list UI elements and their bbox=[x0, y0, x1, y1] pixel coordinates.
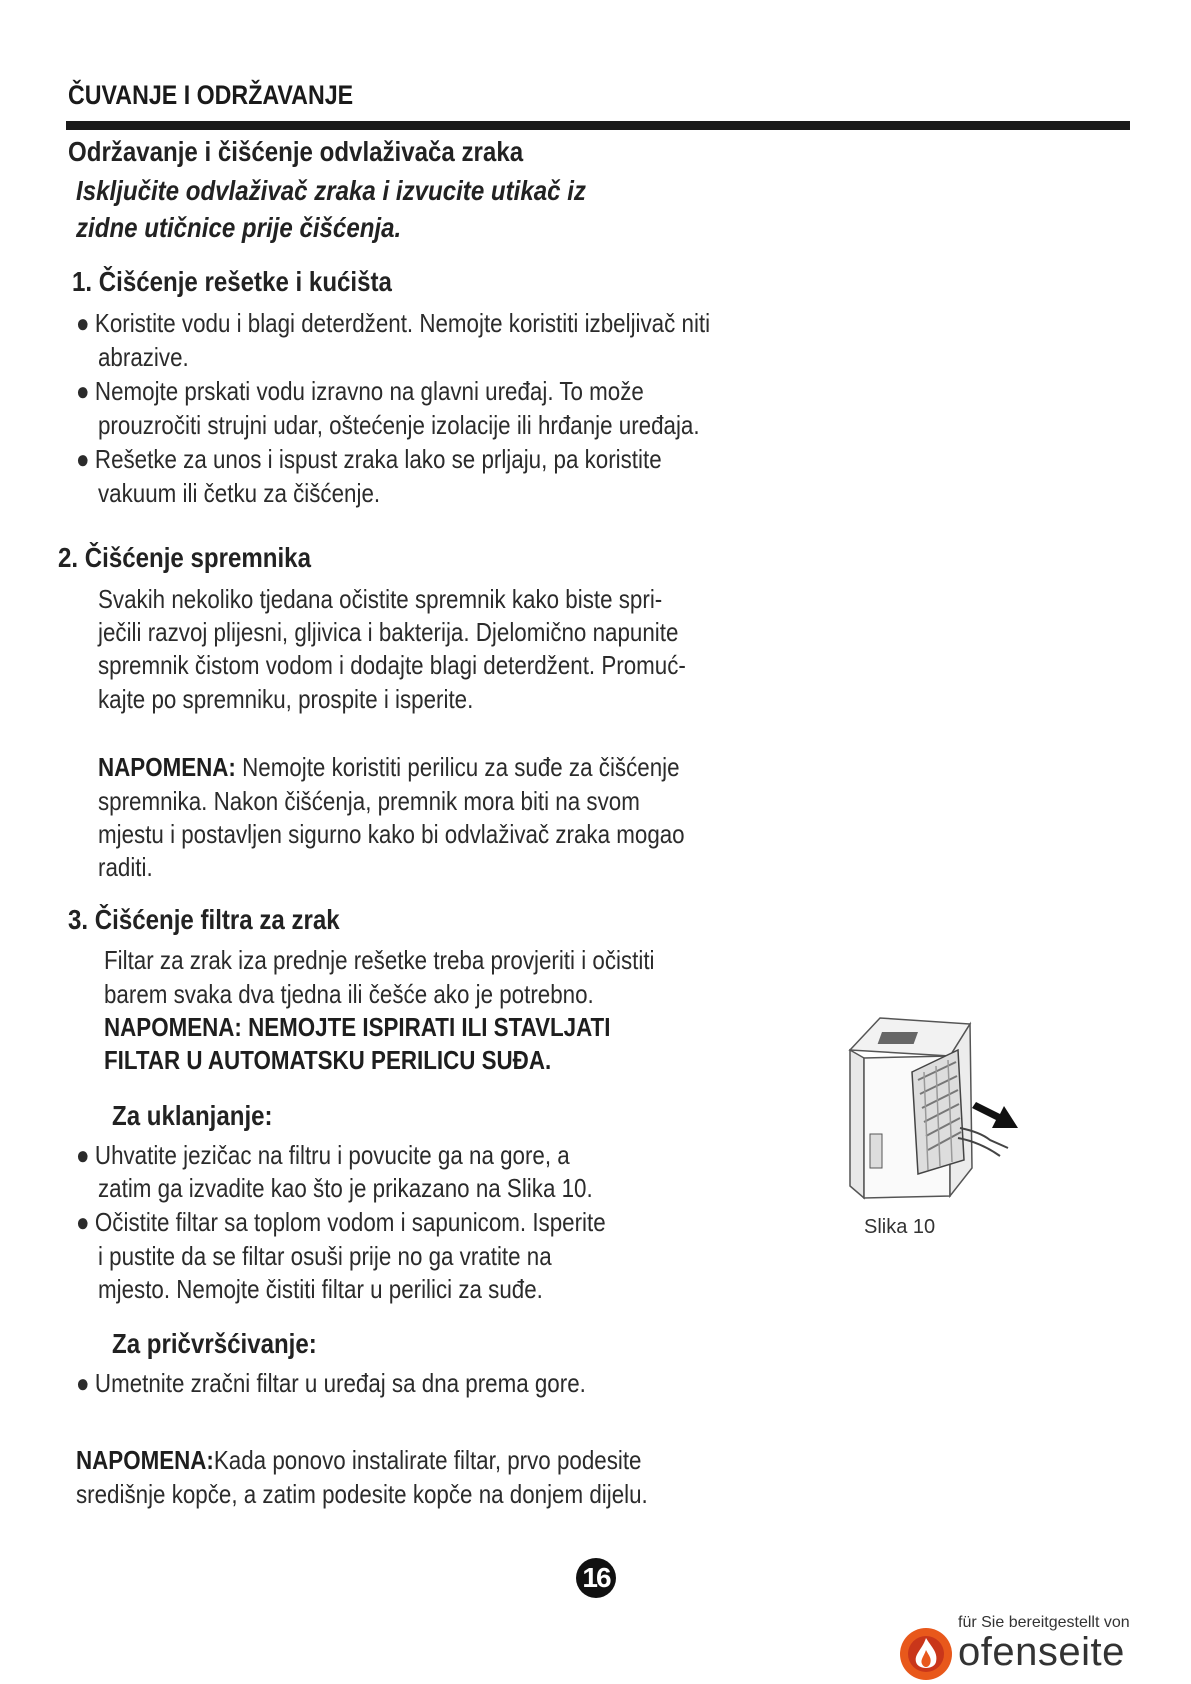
section2-note-line-4: raditi. bbox=[98, 852, 153, 882]
bullet-text: Očistite filtar sa toplom vodom i sapunicom. Isperite bbox=[94, 1207, 606, 1237]
section2-paragraph-line-1: Svakih nekoliko tjedana očistite spremnik kako biste spri- bbox=[98, 584, 663, 614]
section3-warning-line-1: NAPOMENA: NEMOJTE ISPIRATI ILI STAVLJATI bbox=[104, 1012, 611, 1042]
final-note-line-2: središnje kopče, a zatim podesite kopče na donjem dijelu. bbox=[76, 1479, 648, 1509]
warning-line-1: Isključite odvlaživač zraka i izvucite utikač iz bbox=[76, 175, 586, 206]
warning-line-2: zidne utičnice prije čišćenja. bbox=[76, 212, 402, 243]
section2-paragraph-line-3: spremnik čistom vodom i dodajte blagi deterdžent. Promuć- bbox=[98, 650, 686, 680]
section3-heading: 3. Čišćenje filtra za zrak bbox=[68, 904, 340, 935]
note-text: Nemojte koristiti perilicu za suđe za čišćenje bbox=[235, 752, 680, 782]
brand-name: ofenseite bbox=[958, 1630, 1125, 1674]
removal-bullet-2-cont-1: i pustite da se filtar osuši prije no ga vratite na bbox=[98, 1241, 552, 1271]
removal-bullet-2 bbox=[76, 1207, 606, 1238]
note-label: NAPOMENA: bbox=[98, 752, 236, 782]
section2-note-line-3: mjestu i postavljen sigurno kako bi odvlaživač zraka mogao bbox=[98, 819, 685, 849]
section1-bullet-3 bbox=[76, 444, 662, 475]
section3-paragraph-line-1: Filtar za zrak iza prednje rešetke treba provjeriti i očistiti bbox=[104, 945, 655, 975]
section2-paragraph-line-4: kajte po spremniku, prospite i isperite. bbox=[98, 684, 474, 714]
section2-note-line-1 bbox=[98, 752, 680, 783]
bullet-icon: ● bbox=[76, 1140, 90, 1170]
removal-bullet-2-cont-2: mjesto. Nemojte čistiti filtar u perilici za suđe. bbox=[98, 1274, 543, 1304]
flame-logo-icon bbox=[898, 1626, 954, 1682]
section1-bullet-3-cont: vakuum ili četku za čišćenje. bbox=[98, 478, 381, 508]
section1-bullet-1 bbox=[76, 308, 710, 339]
dehumidifier-illustration bbox=[840, 1010, 1030, 1210]
removal-bullet-1 bbox=[76, 1140, 570, 1171]
removal-heading: Za uklanjanje: bbox=[112, 1100, 273, 1131]
intro-heading: Održavanje i čišćenje odvlaživača zraka bbox=[68, 136, 524, 167]
section3-paragraph-line-2: barem svaka dva tjedna ili češće ako je potrebno. bbox=[104, 979, 594, 1009]
bullet-text: Rešetke za unos i ispust zraka lako se prljaju, pa koristite bbox=[94, 444, 662, 474]
section1-bullet-2-cont: prouzročiti strujni udar, oštećenje izolacije ili hrđanje uređaja. bbox=[98, 410, 700, 440]
header-rule bbox=[66, 121, 1130, 130]
note-label: NAPOMENA: bbox=[76, 1445, 214, 1475]
attach-bullet-1 bbox=[76, 1368, 586, 1399]
section2-note-line-2: spremnika. Nakon čišćenja, premnik mora biti na svom bbox=[98, 786, 640, 816]
page-number: 16 bbox=[576, 1558, 616, 1598]
bullet-text: Koristite vodu i blagi deterdžent. Nemojte koristiti izbeljivač niti bbox=[94, 308, 711, 338]
bullet-text: Nemojte prskati vodu izravno na glavni uređaj. To može bbox=[94, 376, 644, 406]
section1-bullet-1-cont: abrazive. bbox=[98, 342, 189, 372]
bullet-icon: ● bbox=[76, 1207, 90, 1237]
bullet-icon: ● bbox=[76, 308, 90, 338]
figure-caption: Slika 10 bbox=[864, 1216, 936, 1238]
bullet-icon: ● bbox=[76, 1368, 90, 1398]
bullet-icon: ● bbox=[76, 376, 90, 406]
bullet-text: Uhvatite jezičac na filtru i povucite ga na gore, a bbox=[94, 1140, 570, 1170]
section2-paragraph-line-2: ječili razvoj plijesni, gljivica i bakterija. Djelomično napunite bbox=[98, 617, 679, 647]
bullet-text: Umetnite zračni filtar u uređaj sa dna prema gore. bbox=[94, 1368, 586, 1398]
section2-heading: 2. Čišćenje spremnika bbox=[58, 542, 311, 573]
section1-bullet-2 bbox=[76, 376, 644, 407]
removal-bullet-1-cont: zatim ga izvadite kao što je prikazano na Slika 10. bbox=[98, 1173, 593, 1203]
attach-heading: Za pričvršćivanje: bbox=[112, 1328, 317, 1359]
branding-tagline: für Sie bereitgestellt von bbox=[958, 1614, 1130, 1631]
section1-heading: 1. Čišćenje rešetke i kućišta bbox=[72, 266, 392, 297]
final-note-line-1 bbox=[76, 1445, 641, 1476]
bullet-icon: ● bbox=[76, 444, 90, 474]
section3-warning-line-2: FILTAR U AUTOMATSKU PERILICU SUĐA. bbox=[104, 1045, 552, 1075]
section-title: ČUVANJE I ODRŽAVANJE bbox=[68, 80, 354, 110]
note-text: Kada ponovo instalirate filtar, prvo podesite bbox=[213, 1445, 642, 1475]
